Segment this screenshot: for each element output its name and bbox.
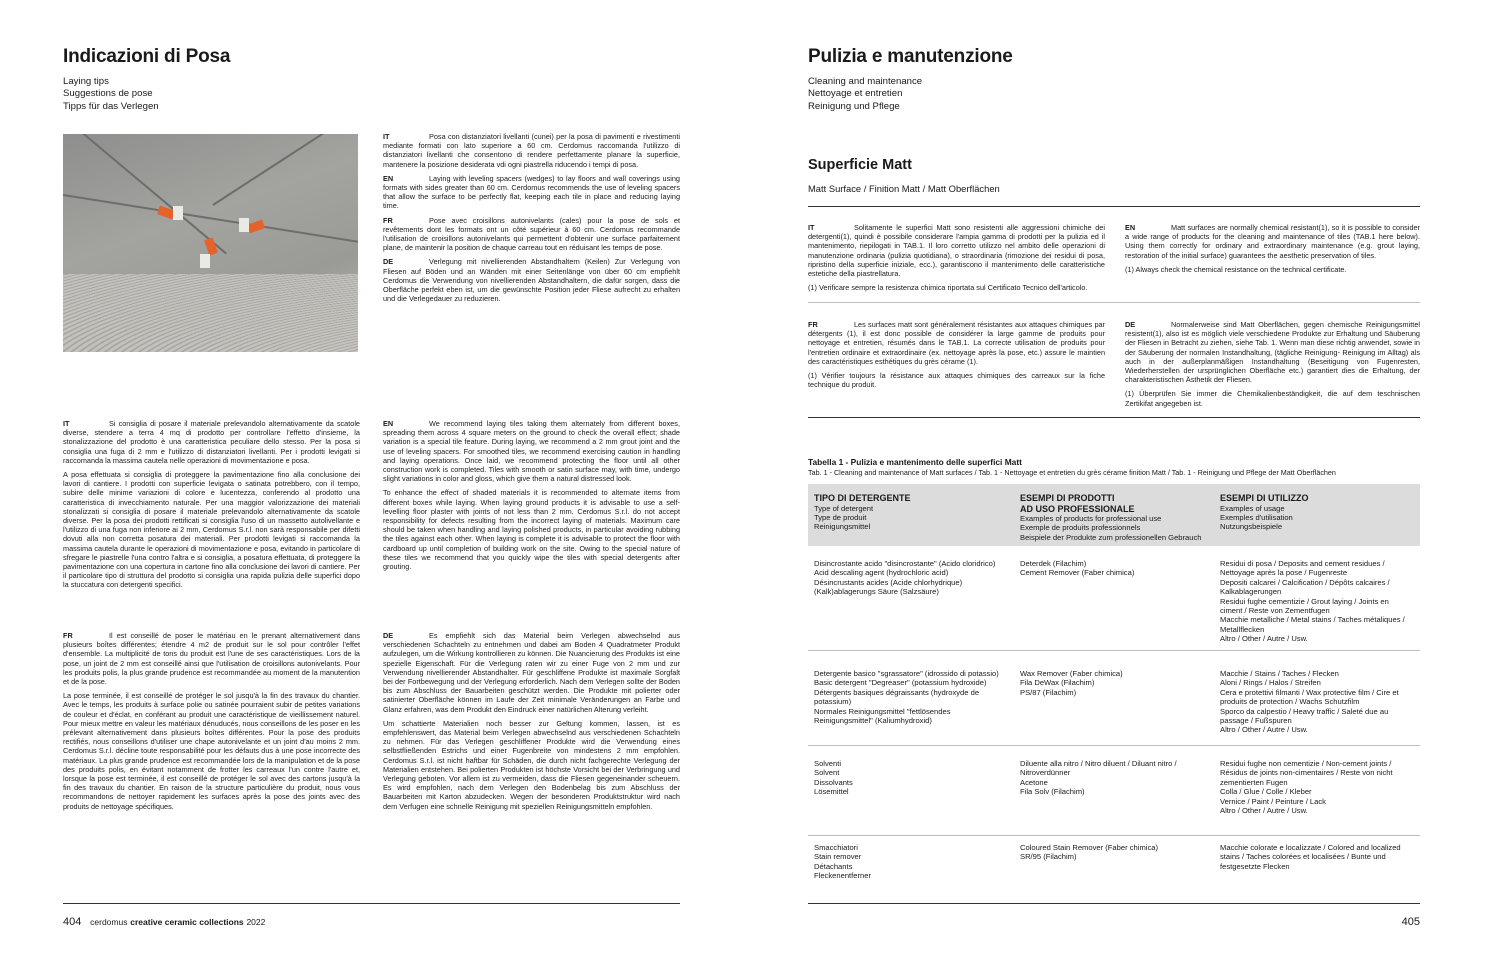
table-cell-type	[814, 759, 853, 797]
lang-label: IT	[383, 132, 390, 141]
subtitle: Cleaning and maintenance	[808, 76, 923, 87]
cell-line: Stain remover	[814, 852, 862, 862]
cell-line: Disincrostante acido "disincrostante" (Acido cloridrico)	[814, 559, 996, 568]
cell-line: passage / Fußspuren	[1220, 716, 1292, 726]
text-block-de	[383, 631, 680, 816]
subtitle: Reinigung und Pflege	[808, 100, 900, 112]
cell-line: Residui fughe non cementizie / Non-cement joints /	[1220, 759, 1392, 768]
page-number: 404	[63, 916, 82, 928]
header-line: Beispiele der Produkte zum professionellen Gebrauch	[1020, 532, 1202, 542]
lang-label: IT	[63, 419, 70, 428]
cell-line: Diluente alla nitro / Nitro diluent / Diluant nitro /	[1020, 759, 1177, 768]
cell-line: Kalkablagerungen	[1220, 587, 1282, 597]
cell-line: Lösemittel	[814, 787, 849, 797]
subtitles-left	[63, 76, 159, 113]
section-subtitle: Matt Surface / Finition Matt / Matt Oberflächen	[808, 183, 1000, 194]
cell-line: stains / Taches colorées et localisées / Bunte und	[1220, 852, 1386, 862]
brand: cerdomus	[90, 917, 128, 927]
matt-text-de	[1125, 320, 1420, 413]
header-line: Nutzungsbeispiele	[1220, 522, 1283, 532]
header-line: Examples of usage	[1220, 503, 1285, 513]
cell-line: Reinigungsmittel" (Kaliumhydroxid)	[814, 716, 932, 726]
cell-line: Coloured Stain Remover (Faber chimica)	[1020, 843, 1159, 852]
paragraph: La pose terminée, il est conseillé de protéger le sol jusqu'à la fin des travaux du chantier. Avec le temps, les produits à surface polie ou satinée pourraient subir de petites variations de couleur et d'éclat, en conférant au produit une caractéristique de vieillissement naturel. Pour mieux mettre en valeur les matériaux dénuducés, nous conseillons de les poser en les prélevant alternativement dans plusieurs boîtes différentes. Pour la pose des produits rectifiés, nous conseillons d'utiliser une chape autonivelante et un joint d'au moins 2 mm. Cerdomus S.r.l. décline toute responsabilité pour les défauts dus à une pose incorrecte des matériaux. La plus grande prudence est recommandée lors de la manipulation et de la pose des produits polis, en évitant notamment de frotter les carreaux l'un contre l'autre et, lorsque la pose est terminée, il est conseillé de protéger le sol avec des cartons jusqu'à la fin des travaux du chantier. En raison de la structure particulière du produit, nous vous recommandons de nettoyer rapidement les surfaces après la pose des joints avec des produits de nettoyage spécifiques.	[63, 691, 360, 811]
header-line: Type of detergent	[814, 503, 874, 513]
footnote: (1) Überprüfen Sie immer die Chemikalienbeständigkeit, die auf dem teschnischen Zertikifat angegeben ist.	[1125, 389, 1420, 408]
row-divider	[808, 745, 1420, 746]
divider	[808, 417, 1420, 418]
cell-line: Deterdek (Filachim)	[1020, 559, 1087, 568]
cell-line: Residui fughe cementizie / Grout laying / Joints en	[1220, 596, 1389, 606]
cell-line: Dissolvants	[814, 777, 853, 787]
tile-laying-photo	[63, 134, 358, 352]
paragraph: Solitamente le superfici Matt sono resistenti alle aggressioni chimiche dei detergenti(1), quindi è possibile considerare l'ampia gamma di prodotti per la pulizia ed il mantenimento, riepilogati in TAB.1. Il loro corretto utilizzo nel ambito delle operazioni di manutenzione ordinaria (pulizia quotidiana), o straordinaria (rimozione dei residui di posa, ripristino della superficie iniziale, ecc.), garantiscono il mantenimento delle caratteristiche estetiche della piastrellatura.	[808, 223, 1105, 279]
paragraph: Verlegung mit nivellierenden Abstandhaltern (Keilen) Zur Verlegung von Fliesen auf Böden und an Wänden mit einer Seitenlänge von über 60 cm empfiehlt Cerdomus die Verwendung von nivellierenden Abstandhaltern, die dafür sorgen, dass die Oberfläche perfekt eben ist, um die gewünschte Position jeder Fliese aufrecht zu erhalten und die Verlegedauer zu reduzieren.	[383, 257, 680, 304]
cell-line: Désincrustants acides (Acide chlorhydrique)	[814, 577, 963, 587]
cell-line: Colla / Glue / Colle / Kleber	[1220, 787, 1312, 797]
cell-line: Macchie / Stains / Taches / Flecken	[1220, 669, 1339, 678]
paragraph: Les surfaces matt sont généralement résistantes aux attaques chimiques par détergents (1), il est donc possible de considérer la large gamme de produits pour nettoyage et entretien, résumés dans le TAB.1. La correcte utilisation de produits pour l'entretien ordinaire et extraordinaire (ex. nettoyage après la pose, etc.) assure le maintien des caractéristiques esthétiques du grès cérame (1).	[808, 320, 1105, 366]
table-cell-usage	[1220, 669, 1399, 735]
table-cell-products	[1020, 559, 1134, 578]
cell-line: Fila DeWax (Filachim)	[1020, 678, 1095, 688]
subtitle: Suggestions de pose	[63, 88, 153, 100]
cell-line: festgesetzte Flecken	[1220, 861, 1290, 871]
cell-line: Solvent	[814, 768, 840, 778]
intro-text	[383, 132, 680, 308]
subtitle: Tipps für das Verlegen	[63, 100, 159, 112]
text-block-en	[383, 419, 680, 576]
header-line: Reinigungsmittel	[814, 522, 871, 532]
cell-line: Basic detergent "Degreaser" (potassium hydroxide)	[814, 678, 987, 688]
text-block-fr	[63, 631, 360, 816]
paragraph: Posa con distanziatori livellanti (cunei) per la posa di pavimenti e rivestimenti mediante formati con lato superiore a 60 cm. Cerdomus raccomanda l'utilizzo di distanziatori livellanti che consentono di rendere perfettamente planare la superficie, mantenere la posizione desiderata vdi ogni piastrella riducendo i tempi di posa.	[383, 132, 680, 169]
footnote: (1) Always check the chemical resistance on the technical certificate.	[1125, 264, 1347, 274]
table-cell-usage	[1220, 559, 1405, 644]
cell-line: Cement Remover (Faber chimica)	[1020, 568, 1135, 578]
text-block-it	[63, 419, 360, 595]
table-cell-type	[814, 669, 999, 725]
cell-line: Vernice / Paint / Peinture / Lack	[1220, 796, 1326, 806]
footer-left	[63, 916, 265, 928]
table-cell-type	[814, 843, 871, 881]
cell-line: (Kalk)ablagerungs Säure (Salzsäure)	[814, 587, 939, 597]
header-products	[1020, 493, 1202, 542]
header-title: ESEMPI DI PRODOTTI	[1020, 493, 1115, 503]
table-subtitle: Tab. 1 - Cleaning and maintenance of Matt surfaces / Tab. 1 - Nettoyage et entretien du grès cérame finition Matt / Tab. 1 - Reinigung und Pflege der Matt Oberflächen	[808, 468, 1336, 477]
table-cell-usage	[1220, 759, 1393, 815]
subtitles-right	[808, 76, 922, 113]
section-title: Superficie Matt	[808, 157, 912, 173]
footnote: (1) Verificare sempre la resistenza chimica riportata sul Certificato Tecnico dell'articolo.	[808, 283, 1088, 293]
lang-label: FR	[808, 320, 818, 329]
lang-label: EN	[383, 419, 394, 428]
header-title: AD USO PROFESSIONALE	[1020, 503, 1135, 514]
cell-line: Fleckenentferner	[814, 871, 871, 881]
cell-line: Cera e protettivi filmanti / Wax protective film / Cire et	[1220, 687, 1399, 697]
cell-line: PS/87 (Filachim)	[1020, 687, 1077, 697]
cell-line: Résidus de joints non-cimentaires / Reste von nicht	[1220, 768, 1393, 778]
table-cell-type	[814, 559, 995, 597]
paragraph: To enhance the effect of shaded materials it is recommended to alternate items from different boxes while laying. When laying ground products it is advisable to use a self-levelling floor plaster with joints of not less than 2 mm. Cerdomus S.r.l. do not accept responsibility for defects resulting from the incorrect laying of materials. Maximum care should be taken when handling and laying polished products, in particular avoiding rubbing the tiles against each other. When laying is complete it is advisable to protect the floor with cardboard up until completion of building work on the site. Owing to the special nature of these tiles we recommend that you quickly wipe the tiles with special detergents after grouting.	[383, 488, 680, 572]
lang-label: DE	[383, 631, 394, 640]
table-cell-usage	[1220, 843, 1401, 871]
paragraph: Normalerweise sind Matt Oberflächen, gegen chemische Reinigungsmittel resistent(1), also ist es möglich viele verschiedene Produkte zur Erhaltung und Säuberung der Fliesen in Betracht zu ziehen, siehe Tab. 1. Wenn man diese richtig anwendet, sowie in der Säuberung der normalen Instandhaltung, (tägliche Reinigung- Reinigung im Alltag) als auch in der außerplanmäßigen Instandhaltung (Beseitigung von Fugenresten, Wiederherstellen der ursprünglichen Oberfläche etc.) garantiert dies die Erhaltung, der charakteristischen Ästhetik der Fliesen.	[1125, 320, 1420, 385]
page-number: 405	[1401, 916, 1420, 928]
paragraph: Um schattierte Materialien noch besser zur Geltung kommen, lassen, ist es empfehlenswert, das Material beim Verlegen abwechselnd aus verschiedenen Schachteln zu nehmen. Für das Verlegen geschliffener Produkte wird die Verwendung eines selbstfließenden Estrichs und einer Fugenbreite von mindestens 2 mm empfohlen. Cerdomus S.r.l. ist nicht haftbar für Schäden, die durch nicht fachgerechte Verlegung der Materialien entstehen. Bei polierten Produkten ist höchste Vorsicht bei der Verbringung und Verlegung geboten. Vor allem ist zu vermeiden, dass die Fliesen gegeneinander scheuern. Es wird empfohlen, nach dem Verlegen den Bodenbelag bis zum Abschluss der Bauarbeiten mit Karton abzudecken. Wegen der besonderen Produktstruktur wird nach dem Verfugen eine schnelle Reinigung mit speziellen Reinigungsmitteln empfohlen.	[383, 718, 680, 811]
matt-text-it	[808, 223, 1105, 297]
paragraph: We recommend laying tiles taking them alternately from different boxes, spreading them across 4 square meters on the ground to check the overall effect; shade variation is a special tile feature. During laying, we recommend a 2 mm grout joint and the use of leveling spacers. For smoothed tiles, we recommend exercising caution in handling and laying operations. Once laid, we recommend protecting the floor until all other construction work is completed. Tiles with smooth or satin surface may, with time, undergo slight variations in color and gloss, which give them a natural distressed look.	[383, 419, 680, 484]
cell-line: Sporco da calpestio / Heavy traffic / Saleté due au	[1220, 706, 1389, 716]
cell-line: Aloni / Rings / Halos / Streifen	[1220, 678, 1321, 688]
divider	[808, 206, 1420, 207]
row-divider	[808, 650, 1420, 651]
page-title-right: Pulizia e manutenzione	[808, 46, 1013, 67]
cell-line: Nitroverdünner	[1020, 768, 1071, 778]
cell-line: Nettoyage après la pose / Fugenreste	[1220, 568, 1348, 578]
lang-label: IT	[808, 223, 815, 232]
paragraph: Si consiglia di posare il materiale prelevandolo alternativamente da scatole diverse, stendere a terra 4 mq di prodotto per controllare l'effetto d'insieme, la stonalizzazione del prodotto è una caratteristica peculiare dello stesso. Per la posa si consiglia una fuga di 2 mm e l'utilizzo di distanziatori livellanti. Per i prodotti levigati si raccomanda la massima cautela nelle operazioni di movimentazione e posa.	[63, 419, 360, 465]
page-title-left: Indicazioni di Posa	[63, 46, 231, 67]
lang-label: FR	[383, 215, 393, 225]
header-detergent-type	[814, 493, 911, 532]
lang-label: EN	[1125, 223, 1136, 232]
cell-line: Détachants	[814, 861, 853, 871]
table-cell-products	[1020, 759, 1177, 797]
cell-line: Smacchiatori	[814, 843, 858, 852]
paragraph: Laying with leveling spacers (wedges) to lay floors and wall coverings using formats with sides greater than 60 cm. Cerdomus recommends the use of leveling spacers that allow the surface to be perfectly flat, keeping each tile in place and reducing laying time.	[383, 173, 680, 211]
cell-line: Solventi	[814, 759, 842, 768]
cell-line: Altro / Other / Autre / Usw.	[1220, 806, 1308, 816]
header-usage	[1220, 493, 1309, 532]
header-line: Exemples d'utilisation	[1220, 512, 1293, 522]
subtitle: Nettoyage et entretien	[808, 88, 903, 100]
cell-line: Fila Solv (Filachim)	[1020, 787, 1085, 797]
paragraph: Il est conseillé de poser le matériau en le prenant alternativement dans plusieurs boîtes différentes; étendre 4 m2 de produit sur le sol pour contrôler l'effet d'ensemble. La multiplicité de tons du produit est l'une de ses caractéristiques. Lors de la pose, un joint de 2 mm est conseillé ainsi que l'utilisation de croisillons autonivelants. Pour les produits polis, la plus grande prudence est recommandée au moment de la manutention et de la pose.	[63, 631, 360, 687]
cell-line: SR/95 (Filachim)	[1020, 852, 1077, 862]
collection-name: creative ceramic collections	[130, 917, 244, 927]
cell-line: Residui di posa / Deposits and cement residues /	[1220, 559, 1385, 568]
cell-line: Wax Remover (Faber chimica)	[1020, 669, 1123, 678]
cell-line: Acid descaling agent (hydrochloric acid)	[814, 568, 949, 578]
lang-label: EN	[383, 173, 394, 183]
subtitle: Laying tips	[63, 76, 109, 87]
cell-line: Detergente basico "sgrassatore" (idrossido di potassio)	[814, 669, 999, 678]
cell-line: potassium)	[814, 697, 852, 707]
cell-line: Macchie colorate e localizzate / Colored and localized	[1220, 843, 1401, 852]
header-line: Examples of products for professional use	[1020, 514, 1162, 523]
header-title: ESEMPI DI UTILIZZO	[1220, 493, 1309, 503]
cell-line: produits de protection / Wachs Schutzfilm	[1220, 697, 1360, 707]
row-divider	[808, 835, 1420, 836]
cell-line: Altro / Other / Autre / Usw.	[1220, 725, 1308, 735]
matt-text-fr	[808, 320, 1105, 394]
cell-line: Altro / Other / Autre / Usw.	[1220, 634, 1308, 644]
cell-line: Acetone	[1020, 777, 1048, 787]
paragraph: Es empfiehlt sich das Material beim Verlegen abwechselnd aus verschiedenen Schachteln zu entnehmen und dabei am Boden 4 Quadratmeter Produkt aufzulegen, um die Wirkung kontrollieren zu können. Die Nuancierung des Produkts ist eine spezielle Eigenschaft. Für die Verlegung raten wir zu einer Fuge von 2 mm und zur Verwendung nivellierender Abstandhalter. Für geschliffene Produkte ist maximale Sorgfalt bei der Fortbewegung und der Verlegung erforderlich. Nach dem Verlegen sollte der Boden bis zum Abschluss der Bauarbeiten geschützt werden. Die Produkte mit polierter oder satinierter Oberfläche können im Laufe der Zeit minimale Veränderungen an Farbe und Glanz erfahren, was dem Produkt den Eindruck einer natürlichen Alterung verleiht.	[383, 631, 680, 714]
cell-line: Détergents basiques dégraissants (hydroxyde de	[814, 687, 980, 697]
footnote: (1) Vérifier toujours la résistance aux attaques chimiques des carreaux sur la fiche technique du produit.	[808, 371, 1105, 390]
cell-line: Macchie metalliche / Metal stains / Taches métaliques /	[1220, 615, 1405, 625]
cell-line: Depositi calcarei / Calcification / Dépôts calcaires /	[1220, 577, 1390, 587]
header-title: TIPO DI DETERGENTE	[814, 493, 911, 503]
lang-label: DE	[1125, 320, 1136, 329]
table-title: Tabella 1 - Pulizia e mantenimento delle superfici Matt	[808, 457, 1022, 467]
cell-line: Metallflecken	[1220, 624, 1265, 634]
paragraph: A posa effettuata si consiglia di proteggere la pavimentazione fino alla conclusione dei lavori di cantiere. I prodotti con superficie levigata o satinata potrebbero, con il tempo, subire delle minime variazioni di colore e lucentezza, conferendo al prodotto una caratteristica di invecchiamento naturale. Per una maggior valorizzazione dei materiali stonalizzati si consiglia di posare il materiale prelevandolo alternativamente da scatole diverse. Per la posa dei prodotti rettificati si consiglia l'uso di un massetto autolivellante e l'utilizzo di una fuga non inferiore ai 2 mm, Cerdomus S.r.l. non sarà responsabile per difetti dovuti alla non corretta posatura dei materiali. Per prodotti levigati si raccomanda la massima cautela durante le operazioni di movimentazione e posa, evitando in particolare di sfregare le piastrelle l'una contro l'altra e si consiglia, a posatura effettuata, di proteggere la pavimentazione con una copertura in cartone fino alla conclusione dei lavori di cantiere. Per il particolare tipo di struttura del prodotto si consiglia una rapida pulizia delle superfici dopo la stuccatura con detergenti specifici.	[63, 470, 360, 590]
header-line: Exemple de produits professionnels	[1020, 523, 1141, 533]
cell-line: Normales Reinigungsmittel "fettlösendes	[814, 706, 951, 716]
divider	[808, 302, 1420, 303]
footer-divider	[808, 903, 1420, 904]
header-line: Type de produit	[814, 512, 867, 522]
cell-line: ciment / Reste von Zementfugen	[1220, 606, 1330, 616]
lang-label: FR	[63, 631, 73, 640]
table-cell-products	[1020, 669, 1123, 697]
table-cell-products	[1020, 843, 1158, 862]
year: 2022	[246, 917, 266, 927]
matt-text-en	[1125, 223, 1420, 279]
cell-line: zementierten Fugen	[1220, 777, 1288, 787]
paragraph: Matt surfaces are normally chemical resistant(1), so it is possible to consider a wide range of products for the cleaning and maintenance of tiles (TAB.1 here below). Using them correctly for ordinary and extraordinary maintenance (e.g. grout laying, restoration of the initial surface) guarantees the aesthetic preservation of tiles.	[1125, 223, 1420, 260]
footer-divider	[63, 903, 680, 904]
lang-label: DE	[383, 257, 394, 267]
paragraph: Pose avec croisillons autonivelants (cales) pour la pose de sols et revêtements dont les formats ont un côté supérieur à 60 cm. Cerdomus recommande l'utilisation de croisillons autonivelants qui permettent d'obtenir une surface parfaitement plane, de maintenir la position de chaque carreau tout en réduisant les temps de pose.	[383, 215, 680, 253]
